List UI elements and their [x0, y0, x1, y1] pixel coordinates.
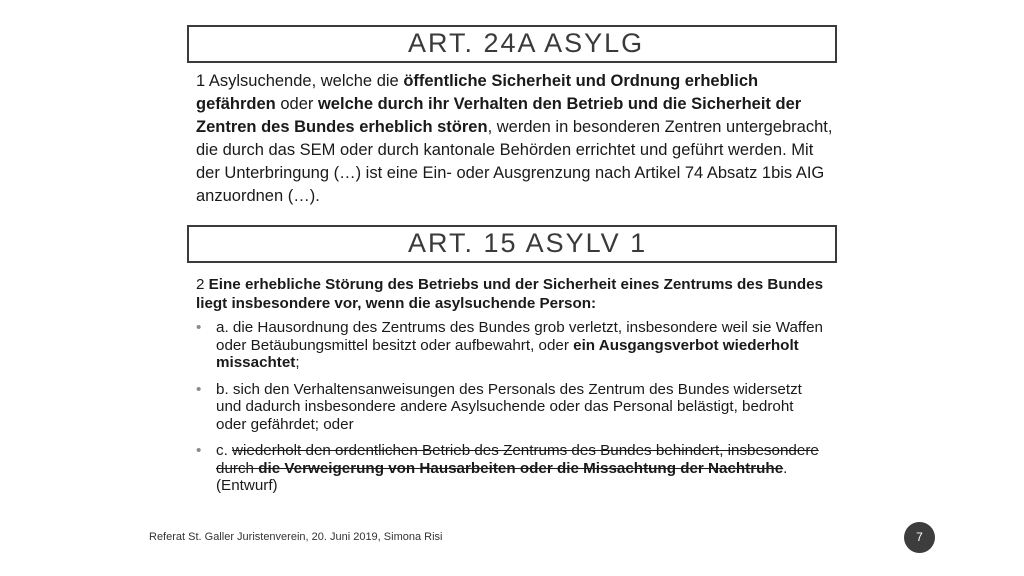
bullet-icon: • [196, 319, 202, 336]
text-run: 2 [196, 276, 209, 293]
bullet-icon: • [196, 442, 202, 459]
bold-text-run: öffentliche Sicherheit und Ordnung erheblich gefährden [196, 72, 759, 113]
text-run: 1 Asylsuchende, welche die [196, 72, 404, 90]
section1-title-box [187, 25, 837, 63]
section2-title-box [187, 225, 837, 263]
section1-title: ART. 24A ASYLG [408, 28, 645, 58]
bullet-icon: • [196, 380, 202, 398]
text-run: oder [275, 95, 318, 113]
struck-text-run: wiederholt den ordentlichen Betrieb des Zentrums des Bundes behindert, insbesondere durch [216, 442, 819, 477]
footer-text: Referat St. Galler Juristenverein, 20. Juni 2019, Simona Risi [149, 531, 443, 543]
article-24a-paragraph [196, 70, 836, 208]
text-run: , werden in besonderen Zentren untergebracht, die durch das SEM oder durch kantonale Behörden errichtet und geführt werden. Mit der Unterbringung (…) ist eine Ein- oder Ausgrenzung nach Artikel 74 Absatz 1bis AIG anzuordnen (…). [196, 118, 833, 205]
bold-text-run: Eine erhebliche Störung des Betriebs und der Sicherheit eines Zentrums des Bundes liegt insbesondere vor, wenn die asylsuchende Person: [196, 276, 824, 312]
article-15-bullet-list [196, 319, 826, 504]
text-run: a. die Hausordnung des Zentrums des Bundes grob verletzt, insbesondere weil sie Waffen oder Betäubungsmittel besitzt oder aufbewahrt, oder [216, 319, 823, 354]
article-15-intro [196, 276, 836, 313]
section2-title: ART. 15 ASYLV 1 [408, 228, 648, 258]
bold-text-run: ein Ausgangsverbot wiederholt missachtet [216, 336, 799, 371]
bullet-item [196, 381, 826, 434]
text-run: c. [216, 442, 233, 459]
bullet-item [196, 442, 826, 495]
page-number-badge: 7 [904, 522, 935, 553]
bullet-item [196, 319, 826, 372]
text-run: b. sich den Verhaltensanweisungen des Personals des Zentrum des Bundes widersetzt und dadurch insbesondere andere Asylsuchende oder das Personal belästigt, bedroht oder gefährdet; oder [216, 380, 802, 433]
struck-text-run: die Verweigerung von Hausarbeiten oder die Missachtung der Nachtruhe [258, 459, 784, 477]
bold-text-run: welche durch ihr Verhalten den Betrieb und die Sicherheit der Zentren des Bundes erheblich stören [196, 95, 802, 136]
text-run: ; [295, 354, 300, 371]
text-run: . (Entwurf) [216, 459, 788, 494]
